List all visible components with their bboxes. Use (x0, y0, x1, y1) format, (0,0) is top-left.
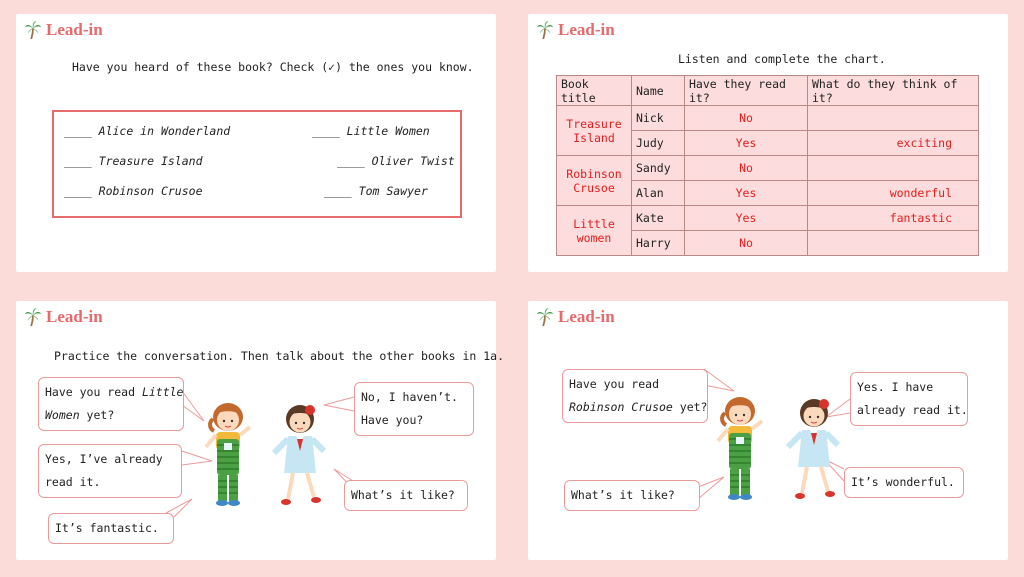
speech-bubble: Have you read Robinson Crusoe yet? (562, 369, 708, 423)
book-item[interactable]: ____ Treasure Island (64, 154, 203, 168)
girl-illustration (784, 395, 844, 505)
speech-bubble: It’s wonderful. (844, 467, 964, 498)
lead-in-heading: Lead-in (24, 307, 103, 327)
book-item[interactable]: ____ Little Women (312, 124, 430, 138)
opinion-cell[interactable]: fantastic (808, 206, 979, 231)
header-cell: Name (632, 76, 685, 106)
lead-in-heading: Lead-in (536, 20, 615, 40)
opinion-cell[interactable] (808, 156, 979, 181)
book-item[interactable]: ____ Alice in Wonderland (64, 124, 231, 138)
boy-illustration (198, 399, 258, 509)
name-cell: Alan (632, 181, 685, 206)
speech-bubble: What’s it like? (564, 480, 700, 511)
name-cell: Harry (632, 231, 685, 256)
read-cell[interactable]: No (685, 231, 808, 256)
girl-illustration (270, 401, 330, 511)
instruction: Practice the conversation. Then talk about the other books in 1a. (54, 349, 505, 363)
speech-bubble: What’s it like? (344, 480, 468, 511)
book-title-cell: Robinson Crusoe (557, 156, 632, 206)
palm-tree-icon (24, 20, 42, 40)
opinion-cell[interactable]: exciting (808, 131, 979, 156)
header-cell: Book title (557, 76, 632, 106)
panel-conversation-2 (528, 301, 1008, 560)
instruction: Have you heard of these book? Check (✓) the ones you know. (72, 60, 474, 74)
speech-bubble: It’s fantastic. (48, 513, 174, 544)
reading-chart (556, 75, 979, 256)
book-list-box (52, 110, 462, 218)
speech-bubble: Yes. I have already read it. (850, 372, 968, 426)
panel-check-books (16, 14, 496, 272)
name-cell: Sandy (632, 156, 685, 181)
read-cell[interactable]: No (685, 156, 808, 181)
name-cell: Nick (632, 106, 685, 131)
panel-conversation-1 (16, 301, 505, 560)
name-cell: Kate (632, 206, 685, 231)
header-cell: What do they think of it? (808, 76, 979, 106)
panel-chart (528, 14, 1008, 272)
read-cell[interactable]: Yes (685, 131, 808, 156)
speech-bubble: Have you read Little Women yet? (38, 377, 184, 431)
book-title-cell: Treasure Island (557, 106, 632, 156)
lead-in-heading: Lead-in (536, 307, 615, 327)
boy-illustration (710, 393, 770, 503)
lead-in-heading: Lead-in (24, 20, 103, 40)
palm-tree-icon (536, 20, 554, 40)
header-cell: Have they read it? (685, 76, 808, 106)
book-title-cell: Little women (557, 206, 632, 256)
read-cell[interactable]: Yes (685, 181, 808, 206)
opinion-cell[interactable] (808, 231, 979, 256)
read-cell[interactable]: Yes (685, 206, 808, 231)
read-cell[interactable]: No (685, 106, 808, 131)
speech-bubble: Yes, I’ve already read it. (38, 444, 182, 498)
book-item[interactable]: ____ Robinson Crusoe (64, 184, 203, 198)
name-cell: Judy (632, 131, 685, 156)
speech-bubble: No, I haven’t. Have you? (354, 382, 474, 436)
book-item[interactable]: ____ Oliver Twist (337, 154, 455, 168)
opinion-cell[interactable] (808, 106, 979, 131)
instruction: Listen and complete the chart. (678, 52, 886, 66)
book-item[interactable]: ____ Tom Sawyer (324, 184, 428, 198)
opinion-cell[interactable]: wonderful (808, 181, 979, 206)
